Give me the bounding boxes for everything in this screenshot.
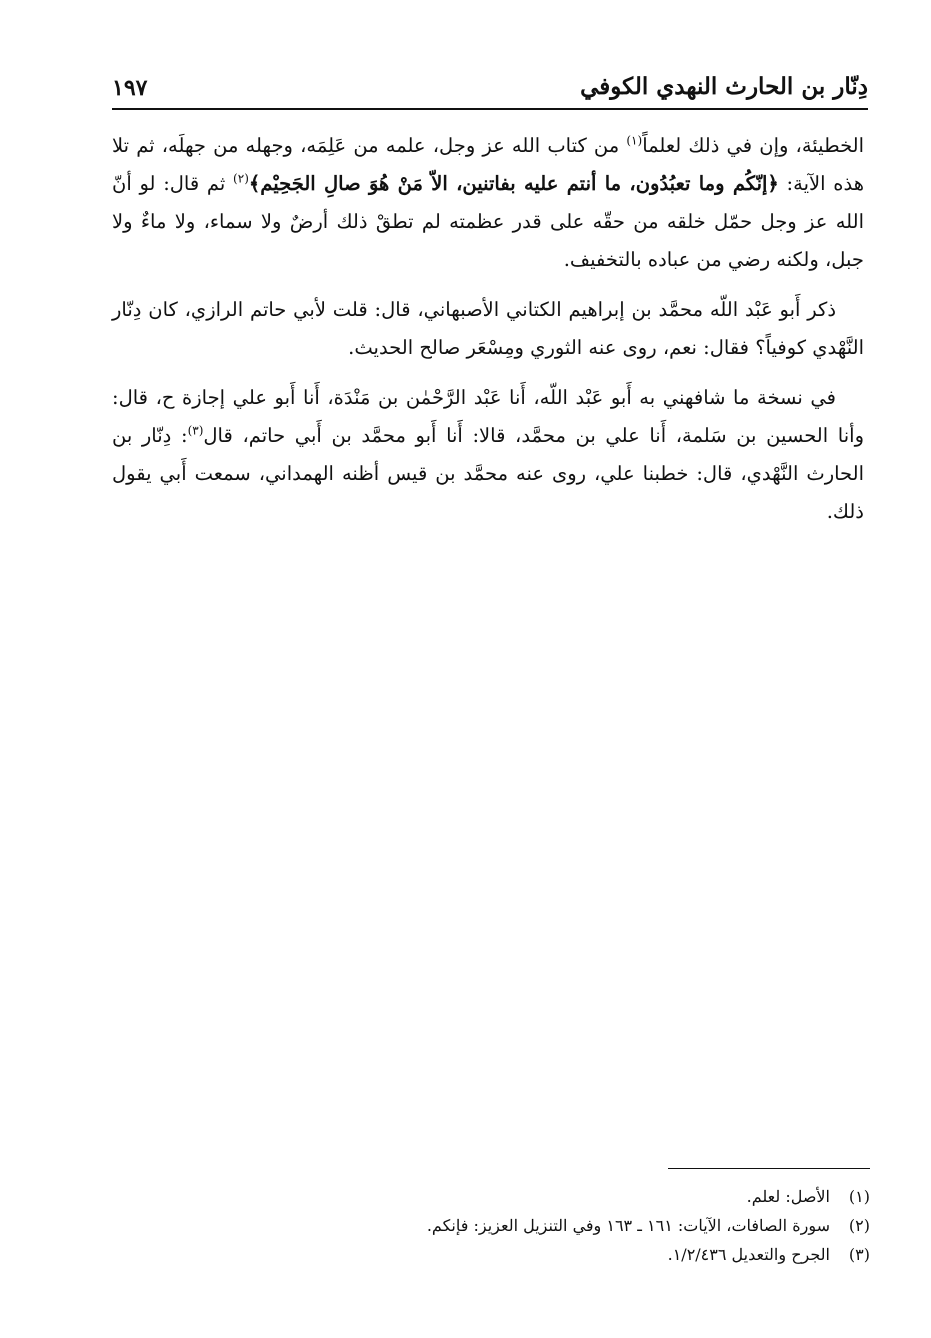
footnote-text: الأصل: لعلم. [746, 1187, 830, 1206]
footnotes [300, 1182, 870, 1269]
quran-verse: ﴿إنّكُم وما تعبُدُون، ما أنتم عليه بفاتنين، الاّ مَنْ هُوَ صالِ الجَحِيْم﴾ [248, 172, 779, 195]
main-text [112, 127, 864, 543]
footnote-text: سورة الصافات، الآيات: ١٦١ ـ ١٦٣ وفي التنزيل العزيز: فإنكم. [426, 1216, 830, 1235]
footnote-ref-3: (٣) [187, 423, 204, 438]
paragraph-1-text-c: ثم قال: لو أنّ الله عز وجل حمّل خلقه من حقّه على قدر عظمته لم تطقْ ذلك أرضٌ ولا سماء، ولا ماءٌ ولا جبل، ولكنه رضي من عباده بالتخفيف. [112, 172, 864, 271]
footnote-ref-2: (٢) [233, 171, 249, 186]
footnote-1 [300, 1182, 870, 1211]
footnote-number: (٢) [848, 1216, 870, 1235]
paragraph-1-text-a: الخطيئة، وإن في ذلك لعلماً [642, 134, 865, 157]
paragraph-1 [112, 127, 864, 279]
paragraph-3-text-a: في نسخة ما شافهني به أَبو عَبْد اللّه، أَنا عَبْد الرَّحْمٰن بن مَنْدَة، أَنا أَبو علي إجازة ح، قال: وأنا الحسين بن سَلمة، أَنا علي بن محمَّد، قالا: أَنا أَبو محمَّد بن أَبي حاتم، قال [112, 386, 864, 447]
footnote-2 [300, 1211, 870, 1240]
header-rule [112, 108, 868, 110]
paragraph-1-text-b: من كتاب الله عز وجل، علمه من عَلِمَه، وجهله من جهلَه، ثم تلا هذه الآية: [112, 134, 865, 195]
footnote-rule [668, 1168, 870, 1169]
footnote-text: الجرح والتعديل ١/٢/٤٣٦. [667, 1245, 830, 1264]
paragraph-2: ذكر أَبو عَبْد اللّه محمَّد بن إبراهيم الكتاني الأصبهاني، قال: قلت لأبي حاتم الرازي، كان دِنّار النَّهْدي كوفياً؟ فقال: نعم، روى عنه الثوري ومِسْعَر صالح الحديث. [112, 298, 864, 359]
paragraph-3-text-b: : دِنّار بن الحارث النَّهْدي، قال: خطبنا علي، روى عنه محمَّد بن قيس أظنه الهمداني، سمعت أَبي يقول ذلك. [112, 424, 864, 523]
footnote-number: (٣) [848, 1245, 870, 1264]
running-title: دِنّار بن الحارث النهدي الكوفي [580, 73, 868, 100]
footnote-ref-1: (١) [626, 133, 643, 148]
footnote-3 [300, 1240, 870, 1269]
footnote-number: (١) [848, 1187, 870, 1206]
paragraph-3 [112, 379, 864, 531]
running-header [112, 72, 868, 106]
page-number: ١٩٧ [112, 75, 148, 101]
